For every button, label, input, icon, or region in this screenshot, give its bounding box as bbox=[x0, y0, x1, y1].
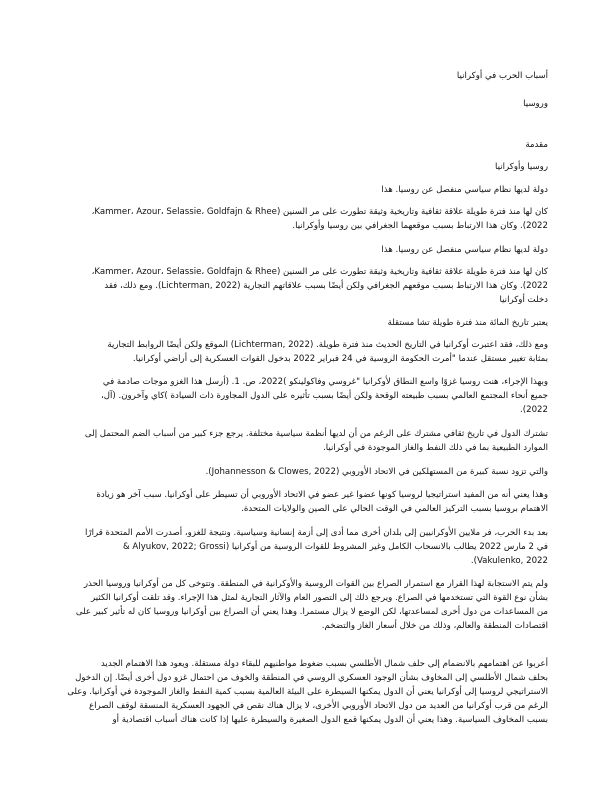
text-line: بسبب المخاوف السياسية. وهذا يعني أن الدول يمكنها قمع الدول الصغيرة والسيطرة عليها إذا كانت هناك أسباب اقتصادية أو bbox=[112, 715, 548, 725]
text-line: دولة لديها نظام سياسي منفصل عن روسيا. هذا bbox=[381, 185, 548, 195]
text-line: في 2 مارس 2022 يطالب بالانسحاب الكامل وغير المشروط للقوات الروسية من أوكرانيا (Alyukov, 2022; Grossi & bbox=[122, 542, 548, 552]
text-line: بعد بدء الحرب، فر ملايين الأوكرانيين إلى بلدان أخرى مما أدى إلى أزمة إنسانية وسياسية. ونتيجة للغزو، أصدرت الأمم المتحدة قرارًا bbox=[85, 528, 548, 538]
text-line: بمثابة تغيير مستقل عندما "أمرت الحكومة الروسية في 24 فبراير 2022 بدخول القوات العسكرية إلى أراضي أوكرانيا. bbox=[132, 354, 548, 364]
text-line: تشترك الدول في تاريخ ثقافي مشترك على الرغم من أن لديها أنظمة سياسية مختلفة. يرجع جزء كبير من أسباب الضم المحتمل إلى bbox=[84, 429, 548, 439]
text-line: 2022). bbox=[520, 405, 548, 415]
text-line: والتي تزود نسبة كبيرة من المستهلكين في الاتحاد الأوروبي (Johannesson & Clowes, 2022). bbox=[205, 467, 548, 477]
text-line: جميع أنحاء المجتمع العالمي بسبب طبيعته الوقحة ولكن أيضًا بسبب تأثيره على الدول المجاورة ذات السيادة )كاي وآخرون. (آل، bbox=[100, 391, 548, 401]
intro-heading: مقدمة bbox=[525, 140, 548, 150]
text-line: الاستراتيجي لروسيا إلى أوكرانيا يعني أن الدول يمكنها السيطرة على البيئة العالمية بسبب كمية النفط والغاز الموجودة في أوكرانيا. وعلى bbox=[67, 687, 548, 697]
text-line: كان لها منذ فترة طويلة علاقة ثقافية وتاريخية وثيقة تطورت على مر السنين (Kammer، Azour، Selassie، Goldfajn & Rhee، bbox=[91, 207, 548, 217]
text-line: دولة لديها نظام سياسي منفصل عن روسيا. هذا bbox=[381, 245, 548, 255]
text-line: Vakulenko, 2022). bbox=[470, 556, 548, 566]
text-line: بشأن نوع القوة التي تستخدمها في الصراع. ويرجع ذلك إلى التصور العام والآثار التجارية لمثل هذا الإجراء. وقد تلقت أوكرانيا الكثير bbox=[91, 593, 548, 603]
text-line: ومع ذلك، فقد اعتبرت أوكرانيا في التاريخ الحديث منذ فترة طويلة. (Lichterman, 2022) الموقع ولكن أيضًا الروابط التجارية bbox=[107, 340, 548, 350]
text-line: دخلت أوكرانيا bbox=[499, 295, 548, 305]
text-line: وبهذا الإجراء، هنت روسيا غزوًا واسع النطاق لأوكرانيا "غروسي وفاكولينكو )2022، ص. 1. (أرسل هذا الغزو موجات صادمة في bbox=[102, 377, 548, 387]
title-line-2: وروسيا bbox=[523, 99, 548, 109]
text-line: وهذا يعني أنه من المفيد استراتيجيا لروسيا كونها عضوا غير عضو في الاتحاد الأوروبي أن تسيطر على أوكرانيا. سبب آخر هو زيادة bbox=[96, 490, 548, 500]
text-line: ولم يتم الاستجابة لهذا القرار مع استمرار الصراع بين القوات الروسية والأوكرانية في المنطقة. وتتوخى كل من أوكرانيا وروسيا الحذر bbox=[83, 579, 548, 589]
text-line: الموارد الطبيعية بما في ذلك النفط والغاز الموجودة في أوكرانيا. bbox=[323, 443, 548, 453]
text-line: 2022). وكان هذا الارتباط بسبب موقعهما الجغرافي بين روسيا وأوكرانيا. bbox=[292, 221, 548, 231]
text-line: بحلف شمال الأطلسي إلى المخاوف بشأن الوجود العسكري الروسي في المنطقة والخوف من احتمال غزو دول أخرى أيضًا. إن الدخول bbox=[75, 673, 548, 683]
text-line: اقتصادات المنطقة والعالم، وذلك من خلال أسعار الغاز والتضخم. bbox=[321, 621, 548, 631]
text-line: الرغم من قرب أوكرانيا من العديد من دول الاتحاد الأوروبي الأخرى، لا يزال هناك نقص في الجهود العسكرية المنسقة لوقف الصراع bbox=[88, 701, 548, 711]
text-line: من المساعدات من دول أخرى لمساعدتها، لكن الوضع لا يزال مستمرا. وهذا يعني أن الصراع بين أوكرانيا وروسيا كان له تأثير كبير على bbox=[75, 607, 548, 617]
text-line: أعربوا عن اهتمامهم بالانضمام إلى حلف شمال الأطلسي بسبب ضغوط مواطنيهم للبقاء دولة مستقلة. ويعود هذا الاهتمام الجديد bbox=[100, 659, 548, 669]
subheading: روسيا وأوكرانيا bbox=[495, 162, 548, 172]
text-line: يعتبر تاريخ المائة منذ فترة طويلة تشا مستقلة bbox=[387, 318, 548, 328]
title-line-1: أسباب الحرب في أوكرانيا bbox=[456, 71, 548, 81]
text-line: الاهتمام بروسيا بسبب التركيز العالمي في الوقت الحالي على الصين والولايات المتحدة. bbox=[241, 504, 548, 514]
text-line: 2022). وكان هذا الارتباط بسبب موقعهم الجغرافي ولكن أيضًا بسبب علاقاتهم التجارية (Lichterman, 2022). ومع ذلك، فقد bbox=[104, 281, 548, 291]
text-line: كان لها منذ فترة طويلة علاقة ثقافية وتاريخية وثيقة تطورت على مر السنين (Kammer، Azour، Selassie، Goldfajn & Rhee، bbox=[91, 267, 548, 277]
